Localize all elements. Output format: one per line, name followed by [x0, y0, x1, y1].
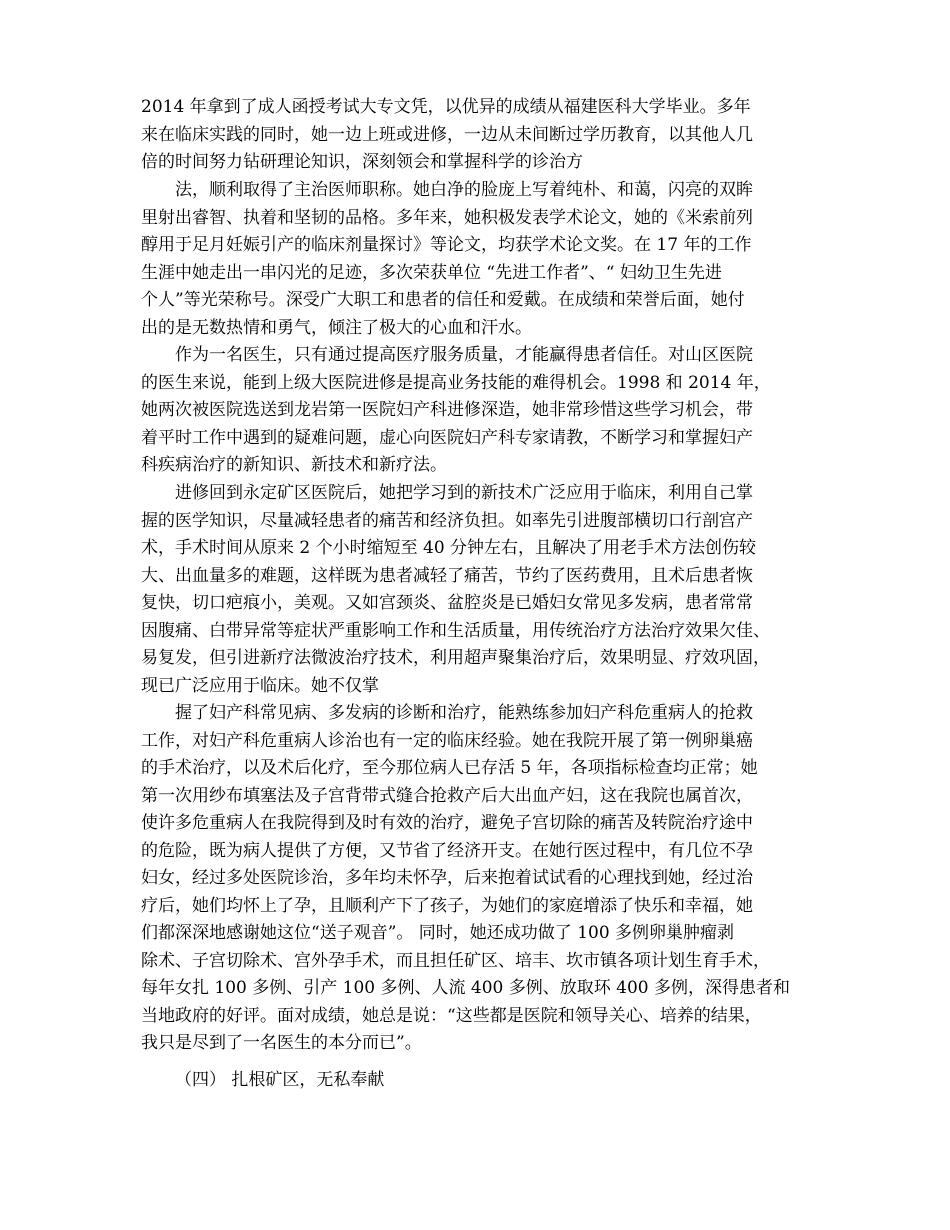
text-line: 的危险，既为病人提供了方便，又节省了经济开支。在她行医过程中，有几位不孕 — [141, 840, 753, 861]
text-line: 生涯中她走出一串闪光的足迹，多次荣获单位 “先进工作者”、“ 妇幼卫生先进 — [141, 262, 722, 283]
text-line: 的手术治疗，以及术后化疗，至今那位病人已存活 5 年，各项指标检查均正常；她 — [141, 758, 758, 778]
text-line: 握的医学知识，尽量减轻患者的痛苦和经济负担。如率先引进腹部横切口行剖宫产 — [141, 510, 753, 531]
text-line: 复快，切口疤痕小，美观。又如宫颈炎、盆腔炎是已婚妇女常见多发病，患者常常 — [141, 593, 753, 613]
text-line: 当地政府的好评。面对成绩，她总是说：“这些都是医院和领导关心、培养的结果， — [141, 1005, 762, 1026]
text-line: 2014 年拿到了成人函授考试大专文凭，以优异的成绩从福建医科大学毕业。多年 — [141, 97, 751, 117]
paragraph-1 — [141, 94, 831, 177]
text-line: 她两次被医院选送到龙岩第一医院妇产科进修深造，她非常珍惜这些学习机会，带 — [141, 400, 753, 420]
text-line: 作为一名医生，只有通过提高医疗服务质量，才能赢得患者信任。对山区医院 — [175, 345, 753, 365]
text-line: 握了妇产科常见病、多发病的诊断和治疗，能熟练参加妇产科危重病人的抢救 — [175, 703, 753, 723]
text-line: 进修回到永定矿区医院后，她把学习到的新技术广泛应用于临床，利用自己掌 — [175, 483, 753, 503]
text-line: 里射出睿智、执着和坚韧的品格。多年来，她积极发表学术论文，她的《米索前列 — [141, 207, 753, 228]
text-line: 妇女，经过多处医院诊治，多年均未怀孕，后来抱着试试看的心理找到她，经过治 — [141, 868, 753, 888]
paragraph-3 — [141, 342, 831, 480]
section-heading: （四） 扎根矿区，无私奉献 — [175, 1070, 385, 1090]
text-line: 的医生来说，能到上级大医院进修是提高业务技能的难得机会。1998 和 2014 年， — [141, 372, 771, 393]
text-line: 现已广泛应用于临床。她不仅掌 — [141, 675, 379, 696]
text-line: 工作，对妇产科危重病人诊治也有一定的临床经验。她在我院开展了第一例卵巢癌 — [141, 730, 753, 751]
text-line: 法，顺利取得了主治医师职称。她白净的脸庞上写着纯朴、和蔼，闪亮的双眸 — [175, 180, 753, 200]
text-line: 倍的时间努力钻研理论知识，深刻领会和掌握科学的诊治方 — [141, 152, 583, 172]
text-line: 来在临床实践的同时，她一边上班或进修，一边从未间断过学历教育，以其他人几 — [141, 124, 753, 145]
text-line: 术，手术时间从原来 2 个小时缩短至 40 分钟左右，且解决了用老手术方法创伤较 — [141, 538, 757, 558]
text-line: 除术、子宫切除术、宫外孕手术，而且担任矿区、培丰、坎市镇各项计划生育手术， — [141, 950, 770, 971]
text-line: 出的是无数热情和勇气，倾注了极大的心血和汗水。 — [141, 317, 532, 338]
text-line: 个人”等光荣称号。深受广大职工和患者的信任和爱戴。在成绩和荣誉后面，她付 — [141, 290, 745, 310]
text-line: 着平时工作中遇到的疑难问题，虚心向医院妇产科专家请教，不断学习和掌握妇产 — [141, 427, 753, 448]
text-line: 科疾病治疗的新知识、新技术和新疗法。 — [141, 455, 447, 475]
text-line: 醇用于足月妊娠引产的临床剂量探讨》等论文，均获学术论文奖。在 17 年的工作 — [141, 235, 752, 255]
text-line: 使许多危重病人在我院得到及时有效的治疗，避免子宫切除的痛苦及转院治疗途中 — [141, 813, 753, 833]
text-line: 每年女扎 100 多例、引产 100 多例、人流 400 多例、放取环 400 多例，深得患者和 — [141, 978, 791, 998]
text-line: 我只是尽到了一名医生的本分而已”。 — [141, 1033, 422, 1053]
paragraph-2 — [141, 177, 831, 342]
paragraph-4 — [141, 480, 831, 700]
text-line: 们都深深地感谢她这位“送子观音”。 同时，她还成功做了 100 多例卵巢肿瘤剥 — [141, 923, 735, 943]
paragraph-5 — [141, 700, 831, 1058]
text-line: 易复发，但引进新疗法微波治疗技术，利用超声聚集治疗后，效果明显、疗效巩固， — [141, 648, 770, 668]
text-line: 大、出血量多的难题，这样既为患者减轻了痛苦，节约了医药费用，且术后患者恢 — [141, 565, 753, 586]
text-line: 第一次用纱布填塞法及子宫背带式缝合抢救产后大出血产妇，这在我院也属首次， — [141, 785, 753, 806]
text-line: 疗后，她们均怀上了孕，且顺利产下了孩子，为她们的家庭增添了快乐和幸福，她 — [141, 895, 753, 916]
text-line: 因腹痛、白带异常等症状严重影响工作和生活质量，用传统治疗方法治疗效果欠佳、 — [141, 620, 770, 641]
